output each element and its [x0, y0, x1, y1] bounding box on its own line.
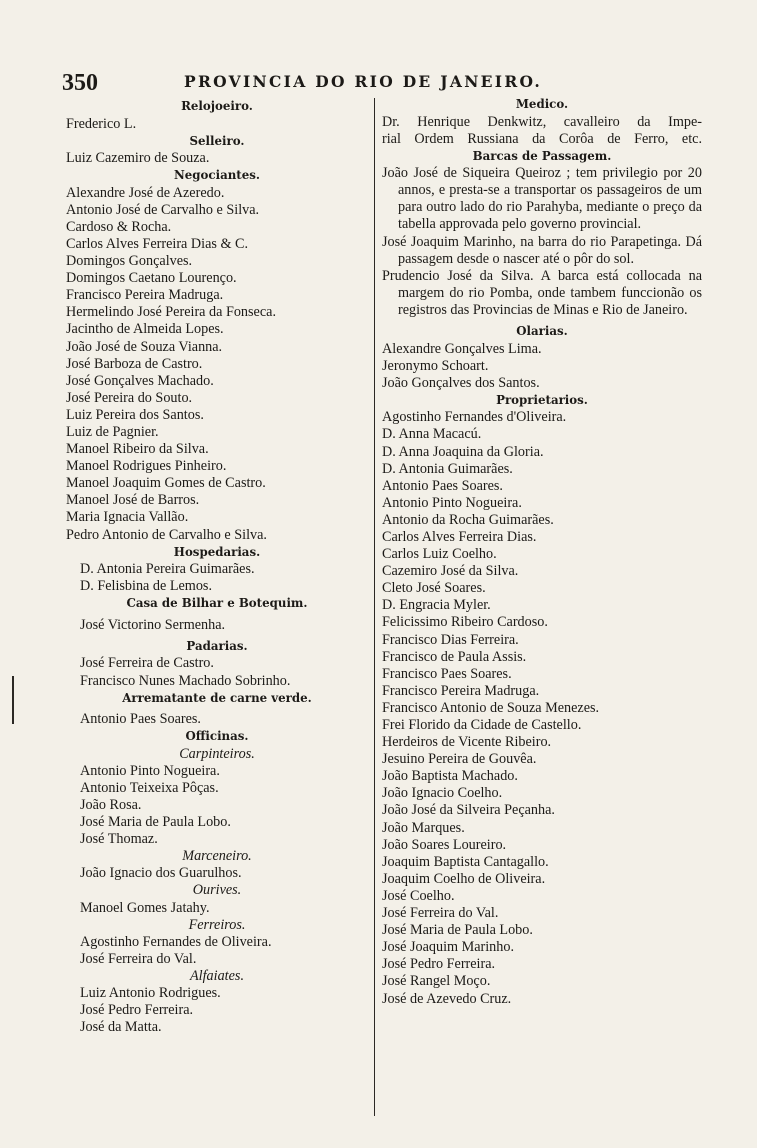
list-item: Pedro Antonio de Carvalho e Silva. — [66, 526, 267, 543]
list-item: José Barboza de Castro. — [66, 355, 203, 372]
list-item: Alexandre José de Azeredo. — [66, 184, 225, 201]
list-item: Maria Ignacia Vallão. — [66, 509, 189, 526]
list-item: Francisco Pereira Madruga. — [66, 287, 224, 304]
list-item: Manoel Ribeiro da Silva. — [66, 441, 209, 458]
list-item: Francisco Dias Ferreira. — [382, 631, 519, 648]
subheading-carpinteiros: Carpinteiros. — [179, 745, 255, 762]
subheading-ourives: Ourives. — [192, 882, 242, 899]
list-item: Francisco Antonio de Souza Menezes. — [382, 699, 600, 716]
section-heading-relojoeiro: Relojoeiro. — [181, 99, 253, 113]
list-item: Cazemiro José da Silva. — [382, 563, 519, 580]
medico-entry-line: rial Ordem Russiana da Corôa de Ferro, etc. — [382, 130, 702, 147]
list-item: D. Anna Macacú. — [382, 426, 482, 443]
section-heading-selleiro: Selleiro. — [189, 133, 245, 148]
margin-mark — [12, 676, 14, 724]
list-item: Agostinho Fernandes de Oliveira. — [80, 933, 272, 950]
list-item: Antonio Paes Soares. — [80, 711, 201, 728]
list-item: Domingos Gonçalves. — [66, 253, 193, 270]
list-item: Antonio Paes Soares. — [382, 477, 503, 494]
section-heading-medico: Medico. — [515, 97, 569, 111]
list-item: João Soares Loureiro. — [382, 836, 507, 853]
section-heading-hospedarias: Hospedarias. — [173, 544, 261, 559]
list-item: Carlos Alves Ferreira Dias. — [382, 528, 537, 545]
list-item: Joaquim Baptista Cantagallo. — [382, 853, 549, 870]
list-item: João Ignacio dos Guarulhos. — [80, 865, 242, 882]
list-item: Frederico L. — [66, 115, 137, 132]
list-item: Luiz Pereira dos Santos. — [66, 406, 204, 423]
barca-entry: João José de Siqueira Queiroz ; tem privilegio por 20 annos, e presta-se a transportar os passageiros de um para outro lado do rio Parahyba, mediante o preço da tabella approvada pelo governo provincial. — [382, 165, 702, 233]
list-item: Antonio Pinto Nogueira. — [382, 494, 522, 511]
list-item: Francisco Pereira Madruga. — [382, 682, 540, 699]
list-item: João Rosa. — [80, 797, 142, 813]
list-item: João Baptista Machado. — [382, 768, 518, 785]
list-item: D. Anna Joaquina da Gloria. — [382, 443, 544, 460]
list-item: José Pedro Ferreira. — [382, 956, 496, 973]
list-item: Hermelindo José Pereira da Fonseca. — [66, 304, 276, 321]
list-item: José Pedro Ferreira. — [80, 1002, 194, 1019]
list-item: Joaquim Coelho de Oliveira. — [382, 870, 546, 887]
list-item: Agostinho Fernandes d'Oliveira. — [382, 409, 567, 426]
right-column — [382, 96, 702, 1008]
list-item: Antonio Pinto Nogueira. — [80, 762, 220, 779]
list-item: José Gonçalves Machado. — [66, 372, 214, 389]
list-item: João José de Souza Vianna. — [66, 338, 223, 355]
barca-entry: José Joaquim Marinho, na barra do rio Parapetinga. Dá passagem desde o nascer até o pôr do sol. — [382, 233, 702, 267]
list-item: Frei Florido da Cidade de Castello. — [382, 717, 582, 733]
list-item: José Ferreira do Val. — [382, 905, 499, 922]
section-heading-casa-bilhar: Casa de Bilhar e Botequim. — [126, 596, 308, 611]
list-item: José Maria de Paula Lobo. — [382, 922, 533, 939]
section-heading-negociantes: Negociantes. — [174, 168, 260, 183]
list-item: Alexandre Gonçalves Lima. — [382, 340, 542, 357]
list-item: José Ferreira de Castro. — [80, 655, 214, 672]
list-item: Herdeiros de Vicente Ribeiro. — [382, 734, 552, 751]
subheading-alfaiates: Alfaiates. — [190, 967, 244, 984]
list-item: José Pereira do Souto. — [66, 389, 193, 406]
list-item: Jesuino Pereira de Gouvêa. — [382, 751, 537, 768]
barca-entry: Prudencio José da Silva. A barca está collocada na margem do rio Pomba, onde tambem funccionão os registros das Provincias de Minas e Rio de Janeiro. — [382, 267, 702, 318]
list-item: José da Matta. — [80, 1019, 162, 1036]
left-column — [66, 98, 368, 1036]
list-item: José Joaquim Marinho. — [382, 939, 515, 956]
list-item: D. Antonia Guimarães. — [382, 460, 513, 477]
medico-entry-line: Dr. Henrique Denkwitz, cavalleiro da Impe- — [382, 113, 702, 130]
column-divider — [374, 98, 375, 1116]
list-item: Luiz Antonio Rodrigues. — [80, 985, 221, 1002]
list-item: José de Azevedo Cruz. — [382, 990, 512, 1007]
proprietarios-list — [382, 409, 702, 1007]
section-heading-barcas: Barcas de Passagem. — [472, 148, 612, 163]
list-item: Domingos Caetano Lourenço. — [66, 270, 237, 287]
list-item: Antonio José de Carvalho e Silva. — [66, 201, 260, 218]
list-item: Manoel José de Barros. — [66, 492, 200, 509]
list-item: João Gonçalves dos Santos. — [382, 374, 540, 391]
list-item: Carlos Alves Ferreira Dias & C. — [66, 235, 249, 252]
list-item: Jacintho de Almeida Lopes. — [66, 321, 224, 338]
section-heading-olarias: Olarias. — [516, 324, 568, 339]
list-item: Luiz de Pagnier. — [66, 424, 159, 440]
list-item: José Coelho. — [382, 887, 455, 904]
list-item: Francisco Nunes Machado Sobrinho. — [80, 672, 291, 689]
list-item: João Marques. — [382, 819, 465, 836]
page-number: 350 — [62, 70, 98, 96]
list-item: Antonio da Rocha Guimarães. — [382, 511, 554, 528]
list-item: José Thomaz. — [80, 831, 158, 848]
list-item: José Ferreira do Val. — [80, 950, 197, 967]
list-item: Antonio Teixeixa Pôças. — [80, 779, 219, 796]
negociantes-list — [66, 185, 368, 544]
list-item: Jeronymo Schoart. — [382, 357, 489, 374]
subheading-ferreiros: Ferreiros. — [188, 916, 246, 933]
list-item: Francisco de Paula Assis. — [382, 648, 527, 665]
list-item: Manoel Joaquim Gomes de Castro. — [66, 475, 266, 492]
list-item: Manoel Rodrigues Pinheiro. — [66, 458, 227, 475]
list-item: D. Antonia Pereira Guimarães. — [80, 561, 255, 578]
section-heading-padarias: Padarias. — [186, 638, 248, 653]
running-head: PROVINCIA DO RIO DE JANEIRO. — [184, 72, 543, 91]
list-item: Cardoso & Rocha. — [66, 218, 172, 235]
list-item: Luiz Cazemiro de Souza. — [66, 150, 210, 167]
list-item: Manoel Gomes Jatahy. — [80, 899, 210, 916]
section-heading-officinas: Officinas. — [185, 729, 249, 744]
list-item: João José da Silveira Peçanha. — [382, 802, 555, 819]
list-item: João Ignacio Coelho. — [382, 785, 503, 802]
list-item: D. Engracia Myler. — [382, 597, 491, 614]
section-heading-proprietarios: Proprietarios. — [496, 392, 588, 407]
list-item: José Rangel Moço. — [382, 973, 491, 990]
list-item: José Maria de Paula Lobo. — [80, 814, 231, 831]
section-heading-arrematante: Arrematante de carne verde. — [122, 690, 312, 705]
list-item: D. Felisbina de Lemos. — [80, 578, 213, 595]
list-item: Felicissimo Ribeiro Cardoso. — [382, 614, 548, 631]
list-item: José Victorino Sermenha. — [80, 616, 226, 633]
list-item: Carlos Luiz Coelho. — [382, 546, 497, 563]
subheading-marceneiro: Marceneiro. — [182, 848, 252, 865]
list-item: Cleto José Soares. — [382, 580, 486, 597]
list-item: Francisco Paes Soares. — [382, 665, 512, 682]
